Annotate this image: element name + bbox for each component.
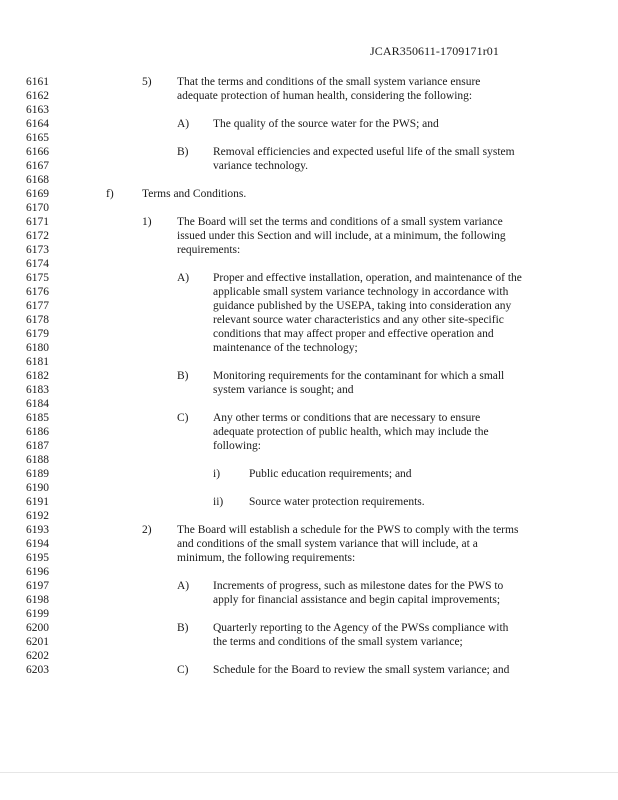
item-text: Proper and effective installation, operation, and maintenance of the applicable small system variance technology in accordance with guidance published by the USEPA, taking into consideration any relevant source water characteristics and any other site-specific conditions that may affect proper and effective operation and maintenance of the technology;: [213, 272, 522, 354]
page-divider: [0, 772, 618, 773]
item-text: Monitoring requirements for the contaminant for which a small system variance is sought; and: [213, 370, 505, 396]
item-label: B): [177, 146, 189, 158]
item-text: That the terms and conditions of the small system variance ensure adequate protection of human health, considering the following:: [177, 76, 481, 102]
line-number: 6199: [26, 608, 49, 620]
line-number: 6182: [26, 370, 49, 382]
section-heading: Terms and Conditions.: [142, 188, 247, 200]
line-number: 6178: [26, 314, 49, 326]
line-number: 6166: [26, 146, 49, 158]
line-number: 6169: [26, 188, 49, 200]
line-number: 6185: [26, 412, 49, 424]
item-label: A): [177, 580, 190, 592]
line-number: 6168: [26, 174, 49, 186]
line-number: 6173: [26, 244, 49, 256]
item-label: C): [177, 412, 189, 424]
line-number: 6183: [26, 384, 49, 396]
line-number: 6176: [26, 286, 49, 298]
item-label: 1): [142, 216, 152, 228]
item-text: Schedule for the Board to review the small system variance; and: [213, 664, 510, 676]
item-label: ii): [213, 496, 224, 508]
line-number: 6175: [26, 272, 49, 284]
line-number: 6201: [26, 636, 49, 648]
line-number: 6202: [26, 650, 49, 662]
line-number: 6161: [26, 76, 49, 88]
item-label: i): [213, 468, 221, 480]
item-label: 2): [142, 524, 152, 536]
item-label: B): [177, 370, 189, 382]
item-label: 5): [142, 76, 152, 88]
line-number: 6184: [26, 398, 49, 410]
line-number: 6193: [26, 524, 49, 536]
item-label: C): [177, 664, 189, 676]
line-number: 6192: [26, 510, 49, 522]
item-text: Public education requirements; and: [249, 468, 412, 480]
item-text: Any other terms or conditions that are necessary to ensure adequate protection of public health, which may include the following:: [213, 412, 489, 452]
item-text: Increments of progress, such as milestone dates for the PWS to apply for financial assistance and begin capital improvements;: [213, 580, 504, 606]
line-number: 6170: [26, 202, 49, 214]
line-number: 6186: [26, 426, 49, 438]
line-number: 6172: [26, 230, 49, 242]
item-text: Source water protection requirements.: [249, 496, 425, 508]
line-number: 6190: [26, 482, 49, 494]
item-text: The quality of the source water for the PWS; and: [213, 118, 439, 130]
document-id: JCAR350611-1709171r01: [370, 44, 499, 58]
line-number: 6162: [26, 90, 49, 102]
line-number: 6200: [26, 622, 49, 634]
line-number: 6177: [26, 300, 49, 312]
line-number: 6167: [26, 160, 49, 172]
line-number: 6195: [26, 552, 49, 564]
line-number: 6198: [26, 594, 49, 606]
item-label: B): [177, 622, 189, 634]
line-number: 6188: [26, 454, 49, 466]
line-number: 6191: [26, 496, 49, 508]
line-number: 6180: [26, 342, 49, 354]
line-number: 6174: [26, 258, 49, 270]
line-number: 6163: [26, 104, 49, 116]
line-number: 6187: [26, 440, 49, 452]
item-text: Removal efficiencies and expected useful life of the small system variance technology.: [213, 146, 515, 172]
line-number: 6197: [26, 580, 49, 592]
line-number: 6165: [26, 132, 49, 144]
line-number: 6171: [26, 216, 49, 228]
line-number: 6164: [26, 118, 49, 130]
line-number: 6194: [26, 538, 49, 550]
line-number: 6196: [26, 566, 49, 578]
line-number: 6189: [26, 468, 49, 480]
item-text: The Board will set the terms and conditions of a small system variance issued under this Section and will include, at a minimum, the following requirements:: [177, 216, 506, 256]
item-text: Quarterly reporting to the Agency of the PWSs compliance with the terms and conditions of the small system variance;: [213, 622, 509, 648]
line-number: 6203: [26, 664, 49, 676]
item-label: A): [177, 118, 190, 130]
line-number: 6181: [26, 356, 49, 368]
item-label: A): [177, 272, 190, 284]
item-text: The Board will establish a schedule for the PWS to comply with the terms and conditions of the small system variance that will include, at a minimum, the following requirements:: [177, 524, 519, 564]
line-number: 6179: [26, 328, 49, 340]
section-label: f): [106, 188, 114, 200]
